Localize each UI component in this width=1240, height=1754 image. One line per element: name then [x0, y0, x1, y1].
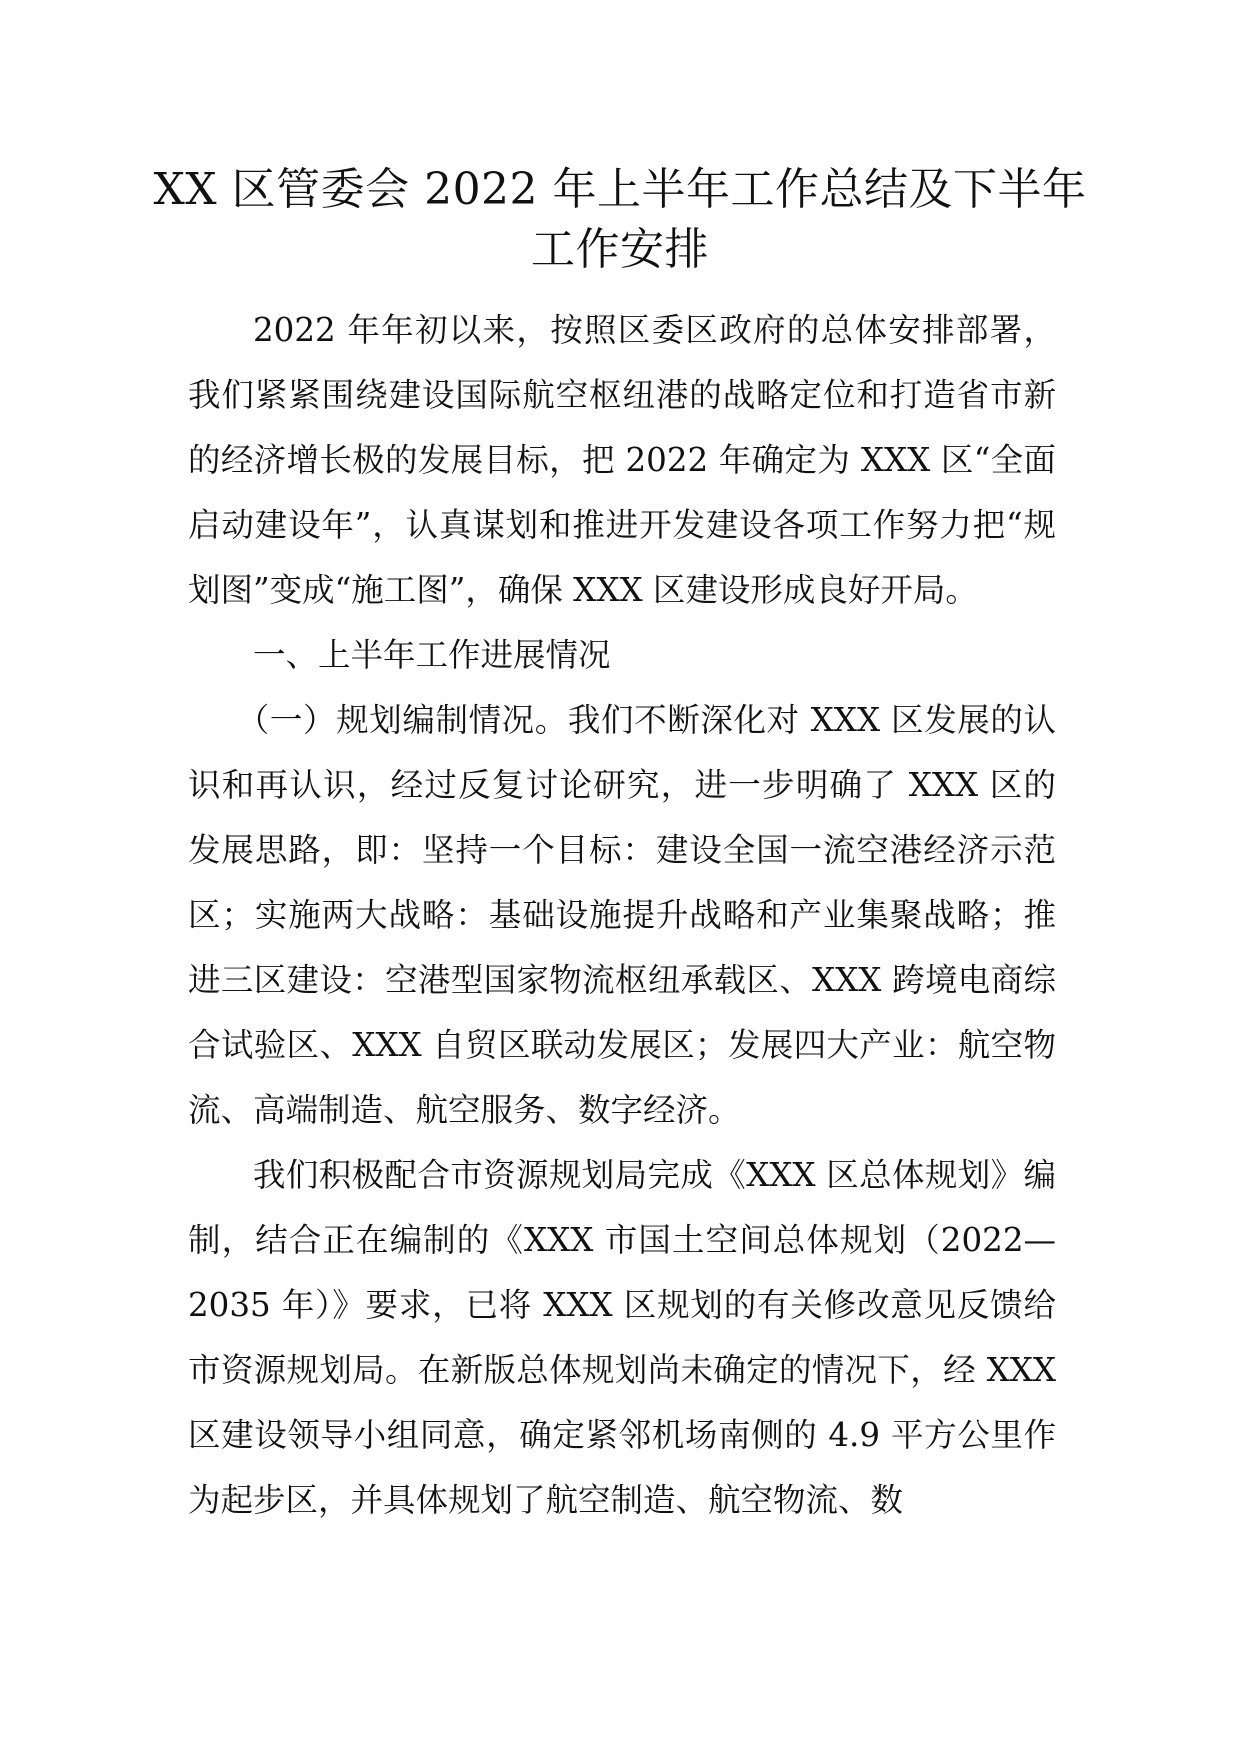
intro-paragraph: 2022 年年初以来，按照区委区政府的总体安排部署，我们紧紧围绕建设国际航空枢纽港的战略定位和打造省市新的经济增长极的发展目标，把 2022 年确定为 XXX 区“全面启动建设年”，认真谋划和推进开发建设各项工作努力把“规划图”变成“施工图”，确保 XXX 区建设形成良好开局。: [188, 311, 1056, 609]
document-title: XX 区管委会 2022 年上半年工作总结及下半年工作安排: [153, 164, 1087, 275]
section-heading: 一、上半年工作进展情况: [253, 636, 611, 674]
document-body: [188, 298, 1056, 1533]
planning-paragraph: （一）规划编制情况。我们不断深化对 XXX 区发展的认识和再认识，经过反复讨论研究，进一步明确了 XXX 区的发展思路，即：坚持一个目标：建设全国一流空港经济示范区；实施两大战略：基础设施提升战略和产业集聚战略；推进三区建设：空港型国家物流枢纽承载区、XXX 跨境电商综合试验区、XXX 自贸区联动发展区；发展四大产业：航空物流、高端制造、航空服务、数字经济。: [188, 701, 1056, 1129]
planning-detail-paragraph: 我们积极配合市资源规划局完成《XXX 区总体规划》编制，结合正在编制的《XXX 市国土空间总体规划（2022—2035 年）》要求，已将 XXX 区规划的有关修改意见反馈给市资源规划局。在新版总体规划尚未确定的情况下，经 XXX 区建设领导小组同意，确定紧邻机场南侧的 4.9 平方公里作为起步区，并具体规划了航空制造、航空物流、数: [188, 1156, 1056, 1519]
